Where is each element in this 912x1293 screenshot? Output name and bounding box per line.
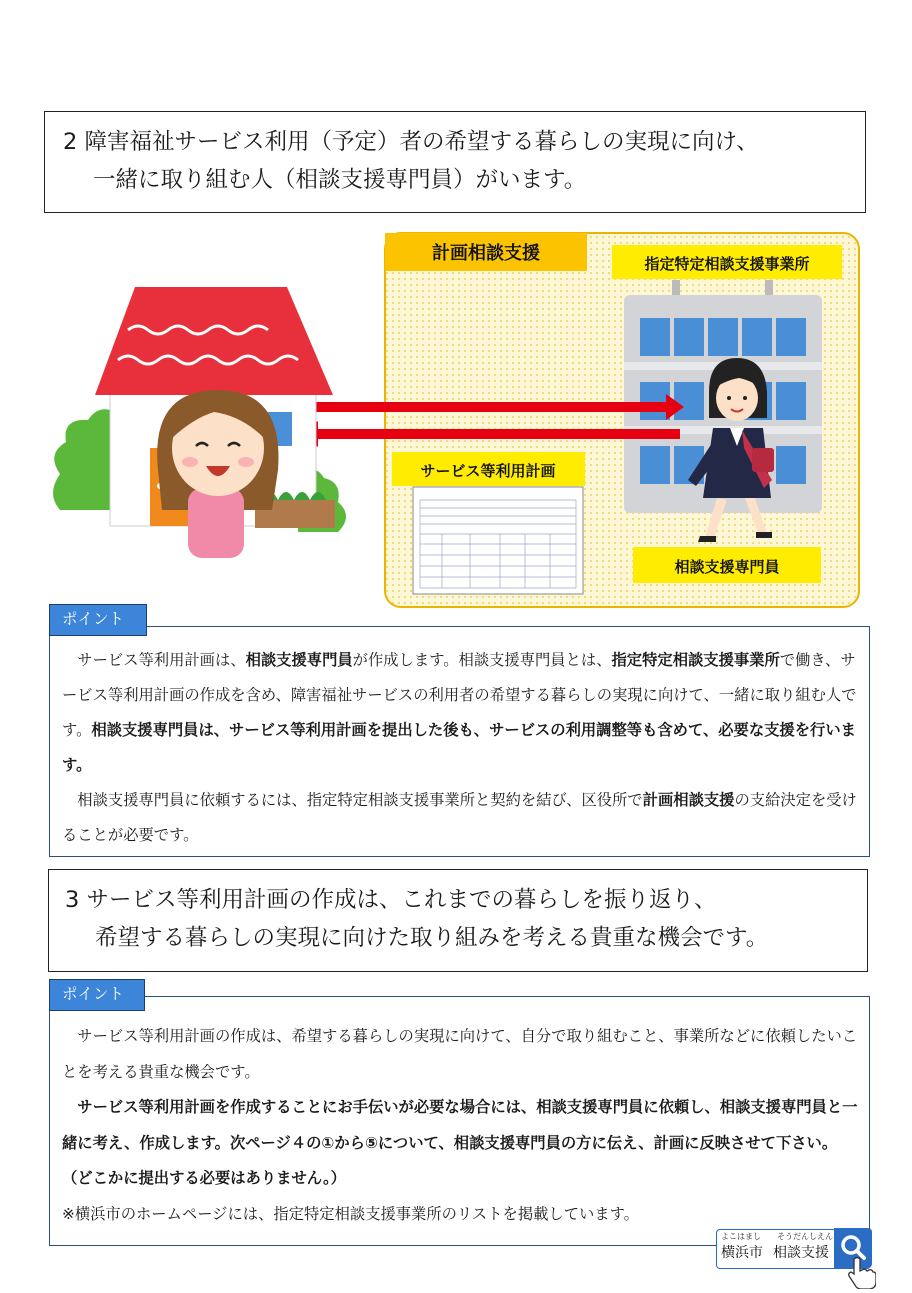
ruby-yokohama: よこはまし: [721, 1232, 761, 1241]
plan-doc-label: サービス等利用計画: [420, 462, 556, 480]
pointer-hand-icon: [846, 1255, 876, 1289]
specialist-label: 相談支援専門員: [674, 558, 780, 576]
text-span: で働き、サービス等利用計画の作成を含め、障害福祉サービスの利用者の希望する暮らしの実現に向けて、一緒に取り組む人です。: [62, 651, 857, 739]
word-yokohama: 横浜市: [721, 1245, 763, 1261]
point-1-box: [49, 626, 870, 857]
text-span: の支給決定を受けることが必要です。: [62, 791, 857, 844]
section-2-heading: [44, 111, 866, 213]
point-2-note: ※横浜市のホームページには、指定特定相談支援事業所のリストを掲載しています。: [62, 1204, 639, 1223]
bold-span: 相談支援専門員: [245, 651, 353, 669]
ruby-soudanshien: そうだんしえん: [777, 1232, 833, 1241]
text-span: 相談支援専門員に依頼するには、指定特定相談支援事業所と契約を結び、区役所で: [77, 791, 643, 809]
point-1-tab: ポイント: [49, 604, 147, 636]
section-2-heading-line2: 一緒に取り組む人（相談支援専門員）がいます。: [93, 167, 587, 193]
section-2-heading-line1: 2 障害福祉サービス利用（予定）者の希望する暮らしの実現に向け、: [63, 129, 759, 155]
bold-span: 指定特定相談支援事業所: [611, 651, 780, 669]
point-2-paragraph-1: サービス等利用計画の作成は、希望する暮らしの実現に向けて、自分で取り組むこと、事業所などに依頼したいことを考える貴重な機会です。: [62, 1027, 858, 1081]
point-1-paragraph-1: [62, 643, 859, 783]
woman-icon: [157, 390, 278, 558]
section-3-heading-line1: 3 サービス等利用計画の作成は、これまでの暮らしを振り返り、: [65, 887, 717, 913]
point-2-paragraph-2: [62, 1090, 859, 1197]
point-2-box: [49, 996, 870, 1246]
bold-span: サービス等利用計画を作成することにお手伝いが必要な場合には、相談支援専門員に依頼し、相談支援専門員と一緒に考え、作成します。次ページ４の①から⑤について、相談支援専門員の方に伝え、計画に反映させて下さい。（どこかに提出する必要はありません。）: [62, 1098, 858, 1187]
point-2-tab: ポイント: [49, 979, 145, 1011]
text-span: が作成します。相談支援専門員とは、: [352, 651, 612, 669]
section-3-heading: [48, 869, 868, 972]
point-1-paragraph-2: [62, 783, 859, 853]
document-icon: [413, 487, 583, 594]
text-span: サービス等利用計画は、: [77, 651, 246, 669]
illustration: [0, 225, 912, 615]
section-3-heading-line2: 希望する暮らしの実現に向けた取り組みを考える貴重な機会です。: [95, 925, 769, 951]
plan-support-label: 計画相談支援: [432, 243, 540, 264]
office-label: 指定特定相談支援事業所: [644, 255, 810, 273]
bold-span: 計画相談支援: [642, 791, 735, 809]
word-soudanshien: 相談支援: [773, 1245, 829, 1261]
bold-span: 相談支援専門員は、サービス等利用計画を提出した後も、サービスの利用調整等も含めて、必要な支援を行います。: [62, 721, 856, 774]
